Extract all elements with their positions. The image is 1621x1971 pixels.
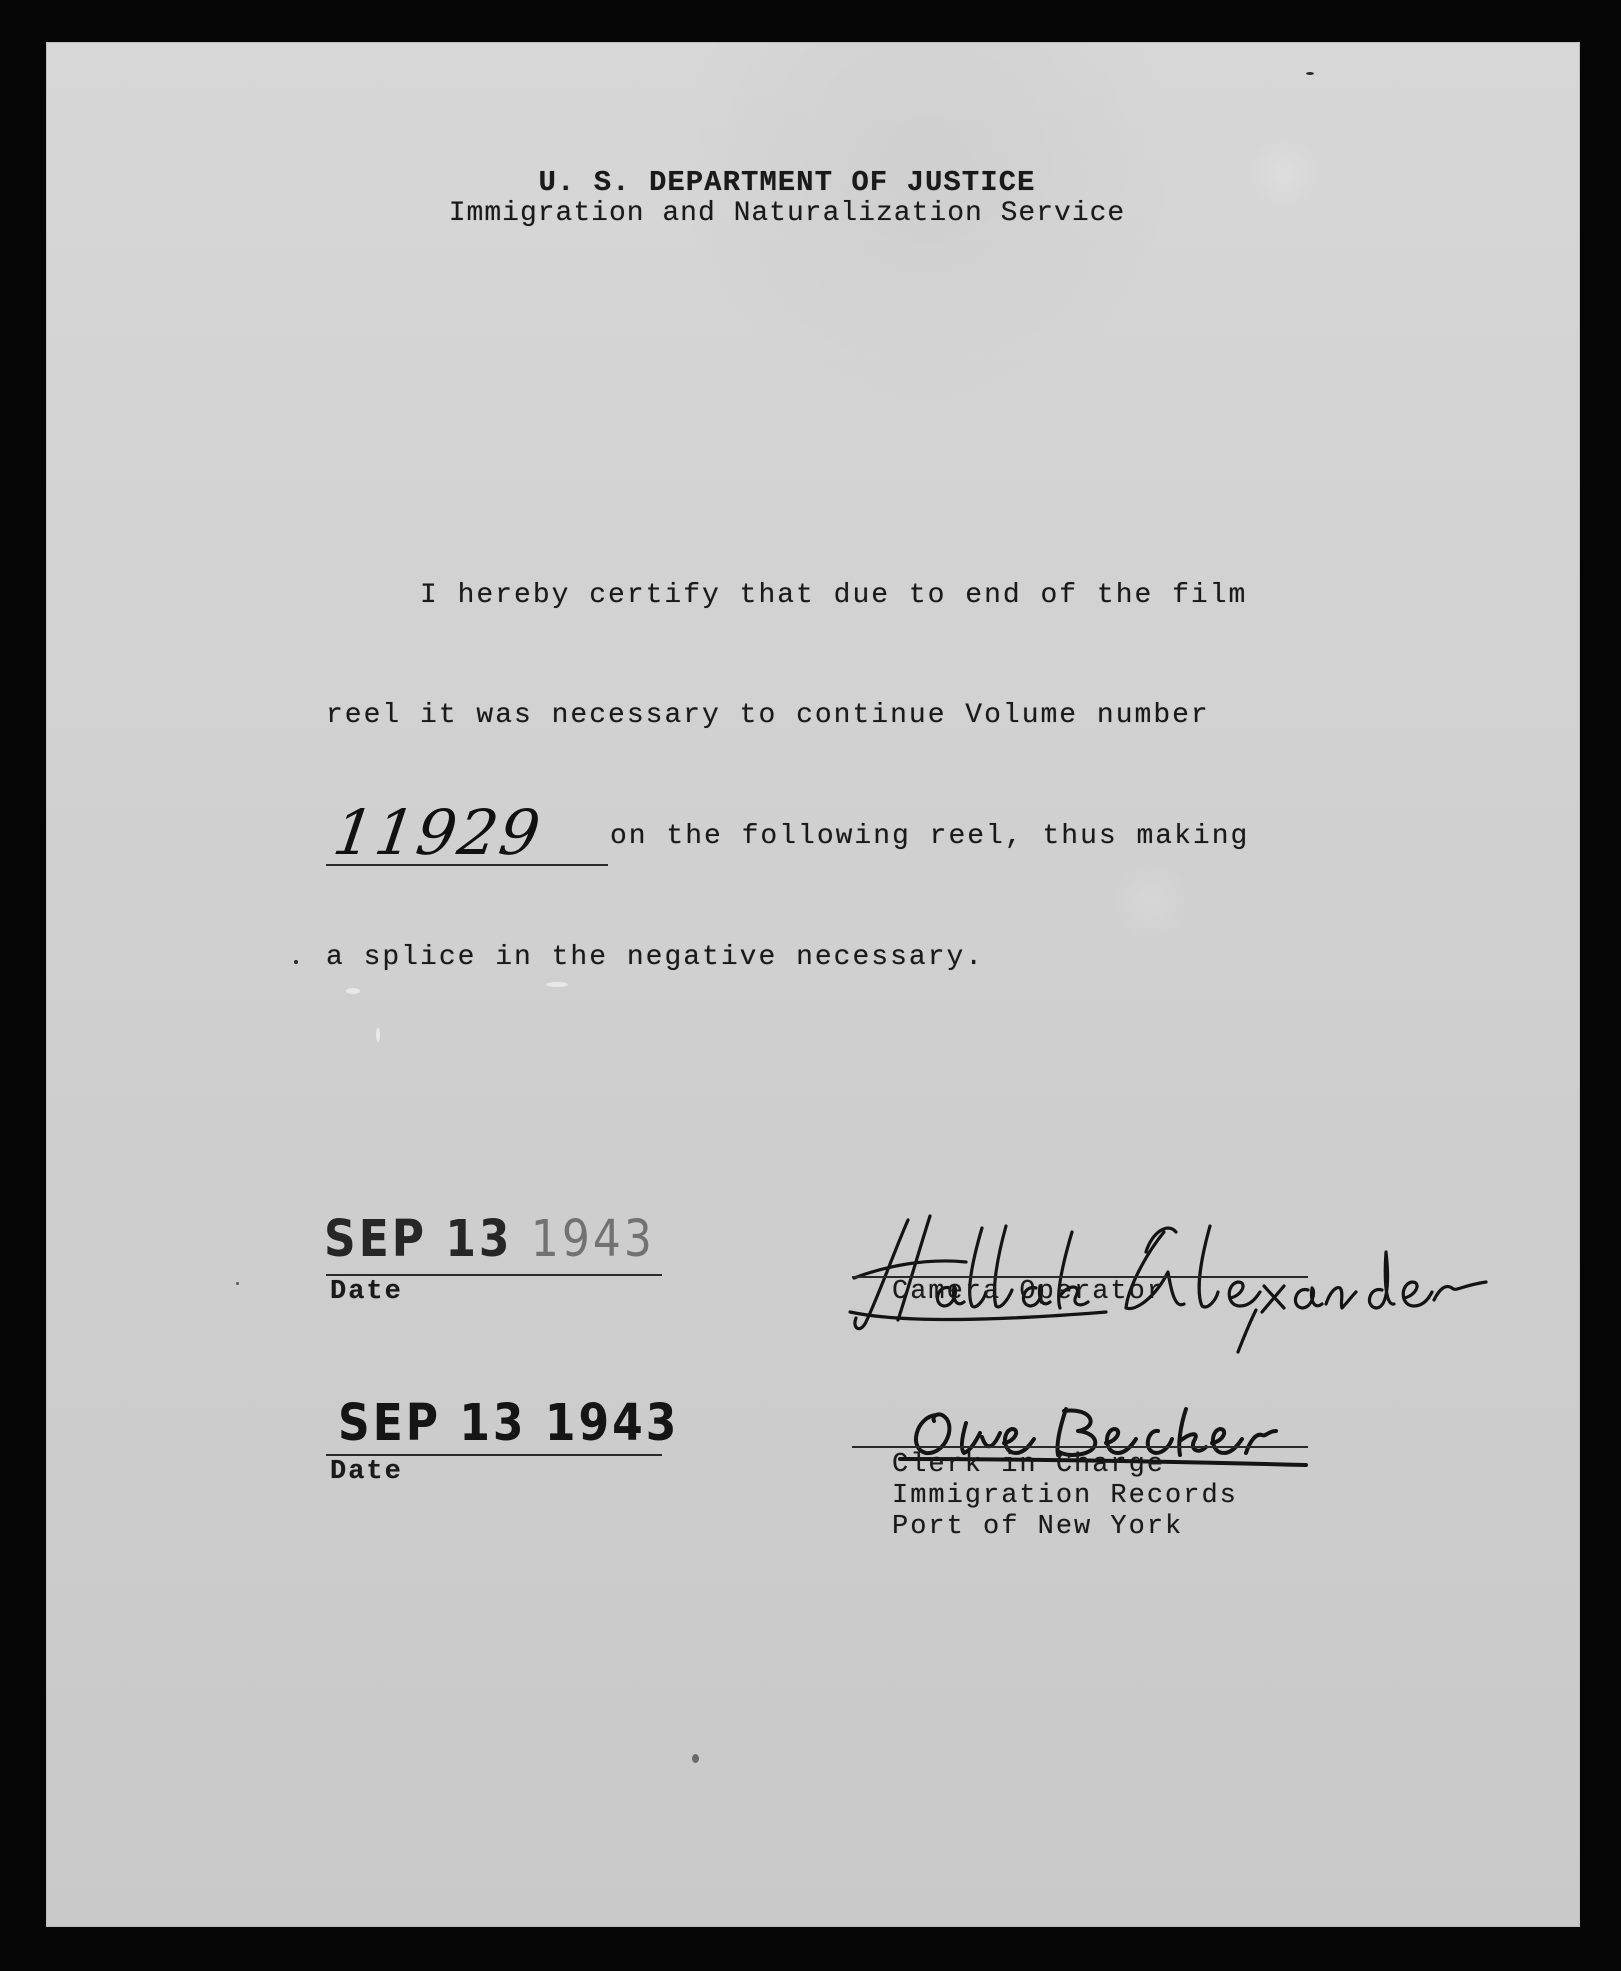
date-label-clerk: Date [330, 1457, 403, 1487]
certification-line-4: a splice in the negative necessary. [326, 942, 985, 973]
volume-number: 11929 [328, 796, 547, 869]
scan-highlight [546, 982, 568, 987]
certification-line-2: reel it was necessary to continue Volume number [326, 700, 1210, 731]
document-sheet [46, 42, 1580, 1927]
clerk-title-line-3: Port of New York [892, 1512, 1184, 1542]
scan-speck [236, 1282, 239, 1285]
clerk-title-line-1: Clerk in Charge [892, 1450, 1166, 1480]
date-rule-camera-operator [326, 1274, 662, 1276]
letterhead-service: Immigration and Naturalization Service [448, 198, 1126, 229]
date-stamp-clerk: SEP 13 1943 [338, 1394, 680, 1453]
date-label-camera-operator: Date [330, 1277, 403, 1307]
date-rule-clerk [326, 1454, 662, 1456]
scan-speck [692, 1754, 699, 1763]
certification-line-3: on the following reel, thus making [610, 821, 1250, 852]
scan-highlight [376, 1028, 380, 1042]
signature-rule-clerk [852, 1446, 1308, 1448]
date-stamp-faint-part: 1943 [530, 1210, 655, 1269]
scan-speck [294, 960, 298, 964]
scan-highlight [346, 988, 360, 994]
camera-operator-title: Camera Operator [892, 1277, 1166, 1307]
letterhead-department: U. S. DEPARTMENT OF JUSTICE [538, 166, 1036, 199]
clerk-title-block [892, 1450, 1238, 1543]
clerk-title-line-2: Immigration Records [892, 1481, 1238, 1511]
scan-speck [1306, 72, 1314, 75]
certification-line-1: I hereby certify that due to end of the film [420, 580, 1248, 611]
camera-operator-signature [846, 1192, 1496, 1352]
volume-number-rule [326, 864, 608, 866]
date-stamp-camera-operator [324, 1210, 655, 1269]
date-stamp-bold-part: SEP 13 [324, 1210, 513, 1269]
